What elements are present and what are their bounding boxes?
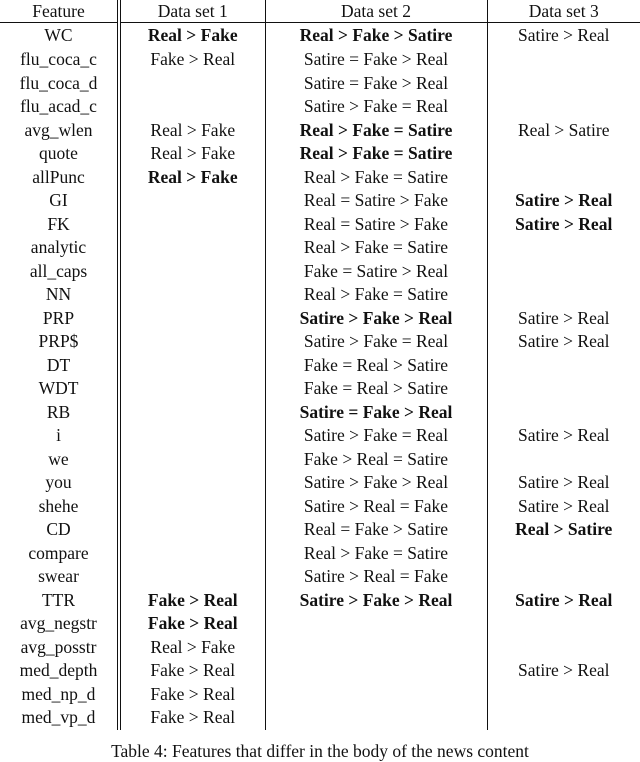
data-set-1-cell [119, 330, 265, 354]
data-set-2-cell: Real > Fake = Satire [265, 283, 487, 307]
table-row [0, 48, 640, 72]
table-row [0, 518, 640, 542]
data-set-3-cell: Satire > Real [515, 589, 613, 610]
data-set-2-cell: Real > Fake = Satire [265, 142, 487, 166]
data-set-1-cell: Real > Fake [119, 119, 265, 143]
data-set-3-cell [487, 283, 640, 307]
data-set-1-cell [119, 189, 265, 213]
feature-cell: flu_coca_c [0, 48, 119, 72]
feature-cell: PRP [0, 307, 119, 331]
data-set-3-cell [487, 542, 640, 566]
data-set-3-cell [487, 142, 640, 166]
feature-cell: analytic [0, 236, 119, 260]
data-set-2-cell: Real > Fake = Satire [265, 236, 487, 260]
feature-cell: avg_wlen [0, 119, 119, 143]
data-set-2-cell: Real > Fake = Satire [265, 166, 487, 190]
data-set-3-cell [487, 683, 640, 707]
data-set-2-cell [265, 706, 487, 730]
data-set-2-cell: Real > Fake = Satire [265, 119, 487, 143]
data-set-2-cell: Satire = Fake > Real [265, 401, 487, 425]
data-set-2-cell: Satire = Fake > Real [265, 48, 487, 72]
data-set-2-cell: Satire > Real = Fake [265, 495, 487, 519]
data-set-3-cell: Satire > Real [517, 307, 610, 328]
data-set-2-cell: Satire > Fake = Real [265, 95, 487, 119]
data-set-2-cell: Real > Fake > Satire [265, 23, 487, 49]
table-row [0, 636, 640, 660]
data-set-3-cell [487, 706, 640, 730]
data-set-1-cell: Fake > Real [119, 48, 265, 72]
table-row [0, 72, 640, 96]
feature-cell: compare [0, 542, 119, 566]
feature-cell: DT [0, 354, 119, 378]
data-set-1-cell [119, 260, 265, 284]
feature-cell: flu_coca_d [0, 72, 119, 96]
data-set-3-cell [487, 377, 640, 401]
feature-cell: we [0, 448, 119, 472]
table-row [0, 23, 640, 49]
data-set-3-cell: Real > Satire [515, 519, 613, 539]
data-set-1-cell: Fake > Real [119, 659, 265, 683]
feature-cell: PRP$ [0, 330, 119, 354]
data-set-1-cell [119, 448, 265, 472]
feature-cell: TTR [0, 589, 119, 613]
data-set-2-cell: Real = Satire > Fake [265, 189, 487, 213]
table-row [0, 307, 640, 331]
table-row [0, 683, 640, 707]
data-set-3-cell: Satire > Real [517, 660, 610, 680]
table-row [0, 189, 640, 213]
table-row [0, 471, 640, 495]
feature-cell: med_vp_d [0, 706, 119, 730]
data-set-2-cell: Real = Fake > Satire [265, 518, 487, 542]
table-row [0, 565, 640, 589]
data-set-1-cell [119, 495, 265, 519]
data-set-1-cell [119, 471, 265, 495]
data-set-3-cell: Satire > Real [517, 495, 610, 516]
feature-cell: FK [0, 213, 119, 237]
feature-cell: swear [0, 565, 119, 589]
table-row [0, 424, 640, 448]
table-row [0, 142, 640, 166]
data-set-1-cell [119, 542, 265, 566]
data-set-1-cell [119, 377, 265, 401]
feature-cell: med_np_d [0, 683, 119, 707]
data-set-1-cell: Real > Fake [119, 166, 265, 190]
table-row [0, 495, 640, 519]
data-set-3-cell [487, 260, 640, 284]
data-set-2-cell: Real > Fake = Satire [265, 542, 487, 566]
data-set-1-cell: Fake > Real [119, 706, 265, 730]
table-row [0, 330, 640, 354]
data-set-2-cell: Satire > Fake > Real [265, 589, 487, 613]
data-set-1-cell [119, 354, 265, 378]
data-set-2-cell [265, 659, 487, 683]
feature-cell: GI [0, 189, 119, 213]
data-set-3-cell: Satire > Real [515, 213, 613, 234]
feature-cell: WC [0, 23, 119, 49]
data-set-2-cell: Fake = Real > Satire [265, 354, 487, 378]
data-set-3-cell: Real > Satire [517, 119, 610, 140]
feature-cell: all_caps [0, 260, 119, 284]
data-set-3-cell [487, 95, 640, 119]
data-set-2-cell: Satire > Fake = Real [265, 330, 487, 354]
data-set-2-cell: Satire > Real = Fake [265, 565, 487, 589]
table-row [0, 706, 640, 730]
data-set-1-cell [119, 236, 265, 260]
table-row [0, 659, 640, 683]
table-row [0, 612, 640, 636]
feature-cell: CD [0, 518, 119, 542]
table-row [0, 377, 640, 401]
data-set-2-cell: Fake = Real > Satire [265, 377, 487, 401]
data-set-1-cell: Real > Fake [119, 23, 265, 49]
table-row [0, 119, 640, 143]
data-set-3-cell: Satire > Real [517, 331, 610, 351]
header-data-set-1: Data set 1 [119, 0, 265, 23]
data-set-1-cell [119, 424, 265, 448]
data-set-2-cell: Satire > Fake = Real [265, 424, 487, 448]
data-set-3-cell [487, 236, 640, 260]
table-row [0, 401, 640, 425]
table-row [0, 542, 640, 566]
table-row [0, 213, 640, 237]
table-row [0, 166, 640, 190]
data-set-1-cell [119, 283, 265, 307]
table-row [0, 95, 640, 119]
header-data-set-2: Data set 2 [265, 0, 487, 23]
data-set-1-cell [119, 307, 265, 331]
data-set-3-cell [487, 72, 640, 96]
table-caption: Table 4: Features that differ in the body of the news content [111, 741, 529, 761]
data-set-1-cell [119, 518, 265, 542]
data-set-2-cell: Satire > Fake > Real [265, 307, 487, 331]
data-set-3-cell [487, 448, 640, 472]
data-set-2-cell [265, 683, 487, 707]
data-set-1-cell: Fake > Real [119, 683, 265, 707]
data-set-3-cell [487, 565, 640, 589]
data-set-1-cell [119, 401, 265, 425]
data-set-3-cell: Satire > Real [517, 425, 610, 445]
data-set-3-cell: Satire > Real [517, 25, 610, 45]
feature-cell: RB [0, 401, 119, 425]
data-set-3-cell [487, 166, 640, 190]
table-row [0, 448, 640, 472]
table-row [0, 236, 640, 260]
feature-cell: avg_negstr [0, 612, 119, 636]
table-row [0, 283, 640, 307]
header-data-set-3: Data set 3 [487, 0, 640, 23]
data-set-3-cell [487, 612, 640, 636]
data-set-2-cell: Fake = Satire > Real [265, 260, 487, 284]
data-set-1-cell [119, 72, 265, 96]
feature-cell: NN [0, 283, 119, 307]
data-set-3-cell [487, 401, 640, 425]
feature-cell: i [0, 424, 119, 448]
data-set-1-cell [119, 565, 265, 589]
feature-cell: avg_posstr [0, 636, 119, 660]
data-set-2-cell [265, 636, 487, 660]
data-set-1-cell: Fake > Real [119, 589, 265, 613]
data-set-1-cell [119, 213, 265, 237]
feature-cell: WDT [0, 377, 119, 401]
table-row [0, 589, 640, 613]
table-row [0, 354, 640, 378]
header-row [0, 0, 640, 23]
data-set-2-cell: Real = Satire > Fake [265, 213, 487, 237]
feature-cell: allPunc [0, 166, 119, 190]
data-set-3-cell [487, 354, 640, 378]
data-set-1-cell: Real > Fake [119, 142, 265, 166]
data-set-1-cell [119, 95, 265, 119]
data-set-1-cell: Fake > Real [119, 612, 265, 636]
data-set-3-cell [487, 636, 640, 660]
data-set-2-cell: Satire > Fake > Real [265, 471, 487, 495]
data-set-2-cell: Fake > Real = Satire [265, 448, 487, 472]
data-set-2-cell [265, 612, 487, 636]
feature-cell: med_depth [0, 659, 119, 683]
data-set-3-cell: Satire > Real [515, 190, 613, 210]
feature-cell: quote [0, 142, 119, 166]
table-row [0, 260, 640, 284]
data-set-1-cell: Real > Fake [119, 636, 265, 660]
feature-cell: shehe [0, 495, 119, 519]
data-set-3-cell: Satire > Real [517, 472, 610, 492]
data-set-2-cell: Satire = Fake > Real [265, 72, 487, 96]
feature-cell: flu_acad_c [0, 95, 119, 119]
data-set-3-cell [487, 48, 640, 72]
header-feature: Feature [0, 0, 119, 23]
feature-cell: you [0, 471, 119, 495]
